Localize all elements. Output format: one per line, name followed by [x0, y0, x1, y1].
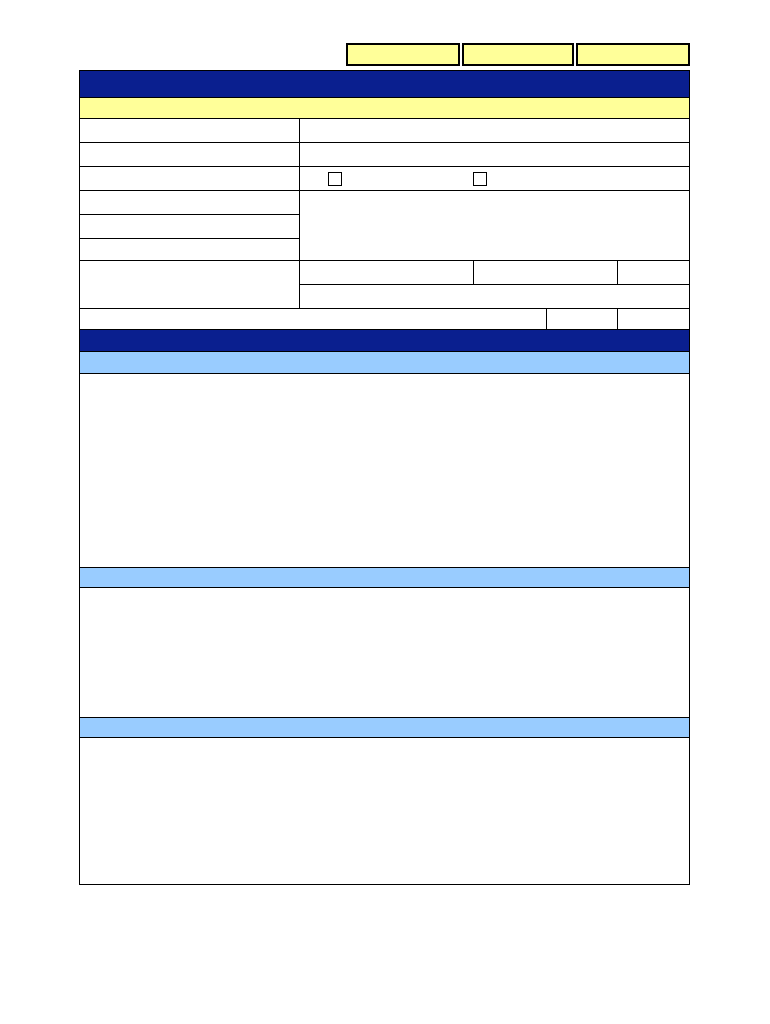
lentiviral-header [80, 717, 689, 738]
vector-production-header [80, 330, 689, 352]
submit-email-button[interactable] [576, 43, 690, 66]
service-request-form [79, 70, 690, 885]
save-copy-button[interactable] [346, 43, 460, 66]
ship-checkbox[interactable] [328, 172, 342, 186]
adenoviral-header [80, 352, 689, 374]
form-title [80, 71, 689, 98]
pickup-checkbox[interactable] [473, 172, 487, 186]
billing-header [80, 98, 689, 119]
retroviral-header [80, 567, 689, 588]
print-button[interactable] [462, 43, 574, 66]
